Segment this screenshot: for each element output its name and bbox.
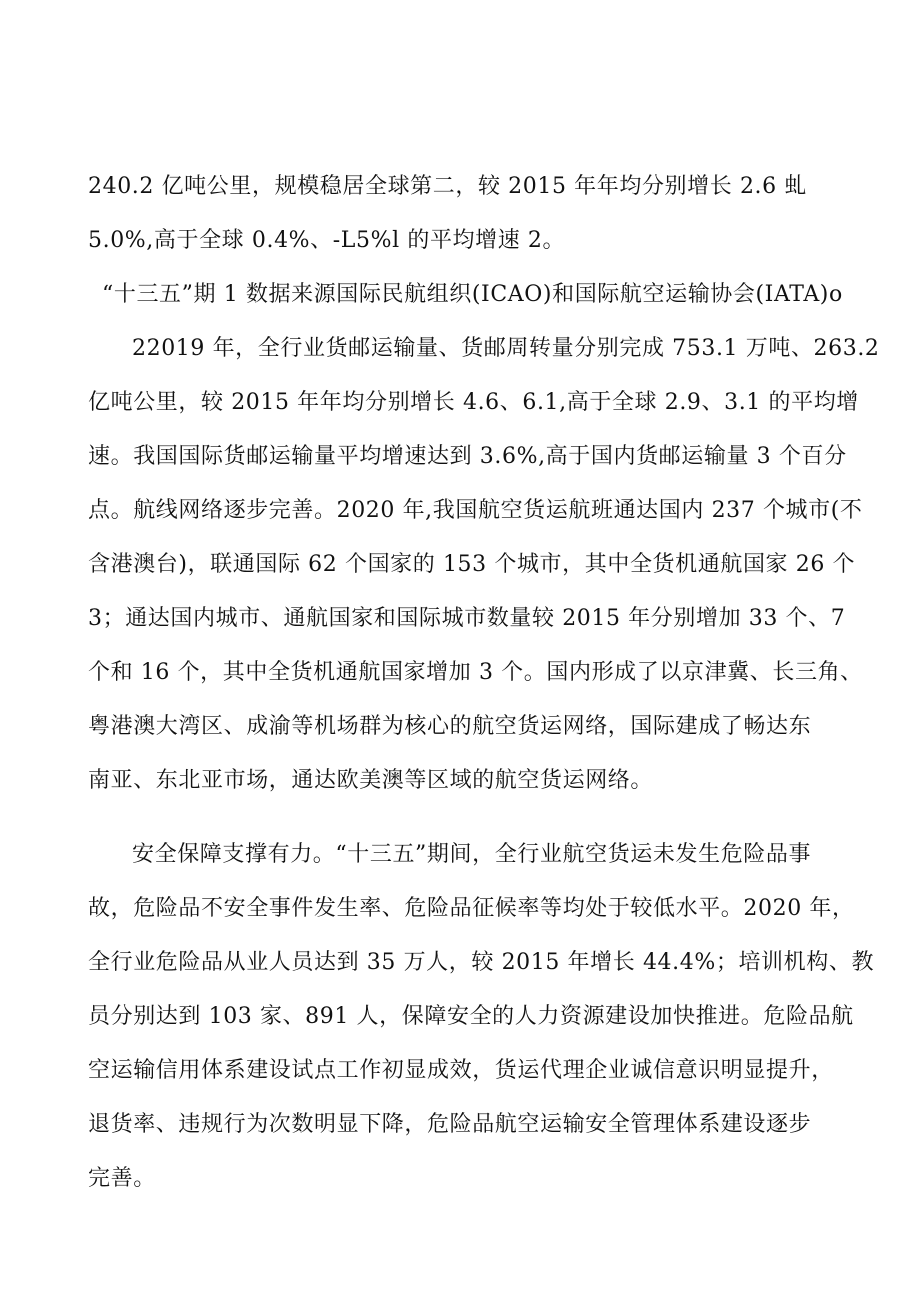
text-line: 亿吨公里，较 2015 年年均分别增长 4.6、6.1,高于全球 2.9、3.1 的平均增	[88, 390, 859, 415]
text-line: 3；通达国内城市、通航国家和国际城市数量较 2015 年分别增加 33 个、7	[88, 606, 846, 631]
footnote-line: “十三五”期 1 数据来源国际民航组织(ICAO)和国际航空运输协会(IATA)o	[102, 282, 843, 307]
text-line: 个和 16 个，其中全货机通航国家增加 3 个。国内形成了以京津冀、长三角、	[88, 660, 863, 685]
text-line: 员分别达到 103 家、891 人，保障安全的人力资源建设加快推进。危险品航	[88, 1004, 854, 1029]
text-line: 点。航线网络逐步完善。2020 年,我国航空货运航班通达国内 237 个城市(不	[88, 498, 863, 523]
text-line: 完善。	[88, 1166, 156, 1191]
text-line: 22019 年，全行业货邮运输量、货邮周转量分别完成 753.1 万吨、263.2	[132, 336, 880, 361]
text-line: 5.0%,高于全球 0.4%、-L5%l 的平均增速 2。	[88, 228, 566, 253]
text-line: 南亚、东北亚市场，通达欧美澳等区域的航空货运网络。	[88, 768, 654, 793]
text-line: 安全保障支撑有力。“十三五”期间，全行业航空货运未发生危险品事	[132, 842, 812, 867]
text-line: 全行业危险品从业人员达到 35 万人，较 2015 年增长 44.4%；培训机构、教	[88, 950, 875, 975]
text-line: 含港澳台)，联通国际 62 个国家的 153 个城市，其中全货机通航国家 26 个	[88, 552, 856, 577]
text-line: 粤港澳大湾区、成渝等机场群为核心的航空货运网络，国际建成了畅达东	[88, 714, 812, 739]
text-line: 速。我国国际货邮运输量平均增速达到 3.6%,高于国内货邮运输量 3 个百分	[88, 444, 847, 469]
text-line: 退货率、违规行为次数明显下降，危险品航空运输安全管理体系建设逐步	[88, 1112, 812, 1137]
text-line: 空运输信用体系建设试点工作初显成效，货运代理企业诚信意识明显提升，	[88, 1058, 834, 1083]
text-line: 240.2 亿吨公里，规模稳居全球第二，较 2015 年年均分别增长 2.6 虬	[88, 174, 807, 199]
text-line: 故，危险品不安全事件发生率、危险品征候率等均处于较低水平。2020 年，	[88, 896, 855, 921]
